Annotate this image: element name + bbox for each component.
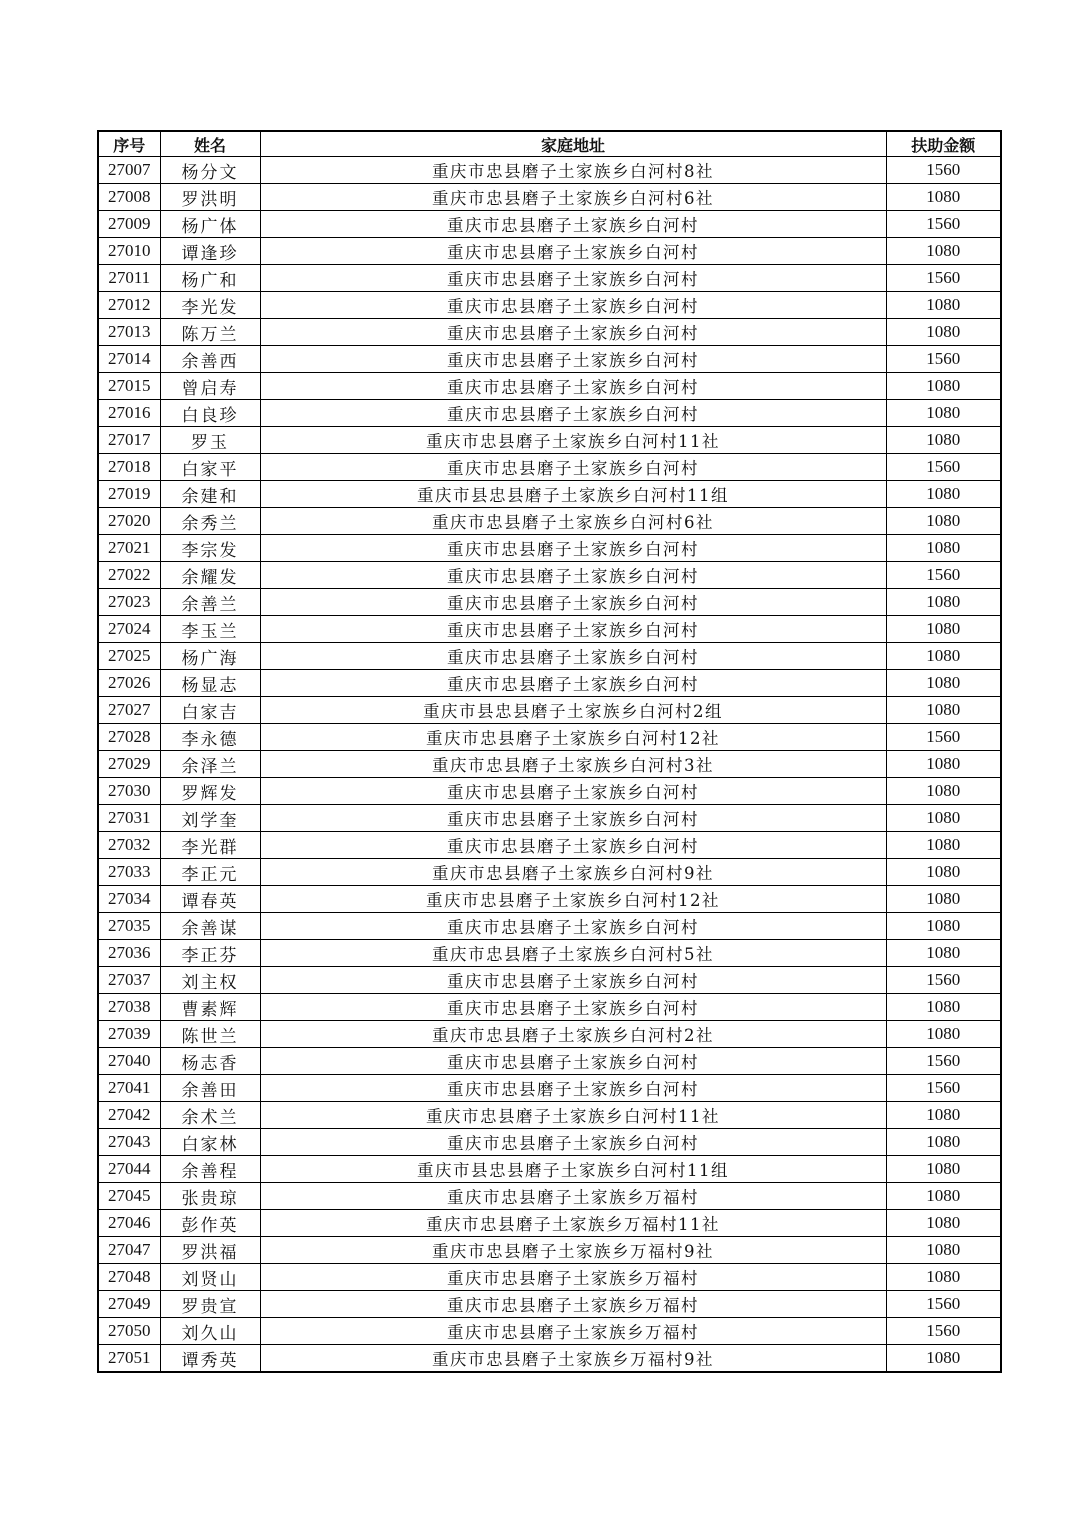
table-row [98, 805, 1001, 832]
seq-cell: 27032 [98, 832, 160, 859]
seq-cell: 27015 [98, 373, 160, 400]
header-address: 家庭地址 [260, 131, 886, 157]
seq-cell: 27025 [98, 643, 160, 670]
name-cell: 刘学奎 [160, 805, 260, 832]
address-cell: 重庆市忠县磨子土家族乡万福村9社 [260, 1345, 886, 1373]
seq-cell: 27049 [98, 1291, 160, 1318]
address-cell: 重庆市忠县磨子土家族乡白河村9社 [260, 859, 886, 886]
address-cell: 重庆市忠县磨子土家族乡白河村6社 [260, 508, 886, 535]
seq-cell: 27020 [98, 508, 160, 535]
table-row [98, 1129, 1001, 1156]
name-cell: 谭秀英 [160, 1345, 260, 1373]
name-cell: 李宗发 [160, 535, 260, 562]
seq-cell: 27010 [98, 238, 160, 265]
table-row [98, 778, 1001, 805]
seq-cell: 27024 [98, 616, 160, 643]
address-cell: 重庆市忠县磨子土家族乡白河村 [260, 670, 886, 697]
name-cell: 余善田 [160, 1075, 260, 1102]
name-cell: 余耀发 [160, 562, 260, 589]
seq-cell: 27031 [98, 805, 160, 832]
amount-cell: 1080 [886, 400, 1001, 427]
address-cell: 重庆市忠县磨子土家族乡白河村8社 [260, 157, 886, 184]
table-row [98, 157, 1001, 184]
amount-cell: 1080 [886, 616, 1001, 643]
name-cell: 白家平 [160, 454, 260, 481]
name-cell: 余善兰 [160, 589, 260, 616]
name-cell: 罗辉发 [160, 778, 260, 805]
address-cell: 重庆市忠县磨子土家族乡白河村 [260, 805, 886, 832]
address-cell: 重庆市忠县磨子土家族乡万福村 [260, 1264, 886, 1291]
seq-cell: 27014 [98, 346, 160, 373]
seq-cell: 27048 [98, 1264, 160, 1291]
name-cell: 刘主权 [160, 967, 260, 994]
address-cell: 重庆市忠县磨子土家族乡白河村 [260, 238, 886, 265]
name-cell: 杨志香 [160, 1048, 260, 1075]
table-row [98, 724, 1001, 751]
table-row [98, 481, 1001, 508]
table-row [98, 346, 1001, 373]
amount-cell: 1080 [886, 238, 1001, 265]
seq-cell: 27013 [98, 319, 160, 346]
name-cell: 余善西 [160, 346, 260, 373]
table-row [98, 400, 1001, 427]
amount-cell: 1080 [886, 1264, 1001, 1291]
name-cell: 杨分文 [160, 157, 260, 184]
name-cell: 刘贤山 [160, 1264, 260, 1291]
table-row [98, 1021, 1001, 1048]
amount-cell: 1080 [886, 1102, 1001, 1129]
address-cell: 重庆市忠县磨子土家族乡白河村 [260, 643, 886, 670]
seq-cell: 27042 [98, 1102, 160, 1129]
name-cell: 李玉兰 [160, 616, 260, 643]
amount-cell: 1560 [886, 211, 1001, 238]
address-cell: 重庆市忠县磨子土家族乡万福村11社 [260, 1210, 886, 1237]
address-cell: 重庆市忠县磨子土家族乡白河村5社 [260, 940, 886, 967]
address-cell: 重庆市忠县磨子土家族乡白河村 [260, 1129, 886, 1156]
address-cell: 重庆市忠县磨子土家族乡白河村11社 [260, 1102, 886, 1129]
seq-cell: 27029 [98, 751, 160, 778]
amount-cell: 1080 [886, 481, 1001, 508]
amount-cell: 1080 [886, 184, 1001, 211]
seq-cell: 27040 [98, 1048, 160, 1075]
amount-cell: 1560 [886, 1048, 1001, 1075]
amount-cell: 1080 [886, 670, 1001, 697]
table-row [98, 859, 1001, 886]
name-cell: 罗洪福 [160, 1237, 260, 1264]
name-cell: 杨显志 [160, 670, 260, 697]
amount-cell: 1560 [886, 967, 1001, 994]
address-cell: 重庆市忠县磨子土家族乡白河村 [260, 967, 886, 994]
table-row [98, 832, 1001, 859]
name-cell: 彭作英 [160, 1210, 260, 1237]
seq-cell: 27027 [98, 697, 160, 724]
seq-cell: 27017 [98, 427, 160, 454]
address-cell: 重庆市忠县磨子土家族乡万福村 [260, 1318, 886, 1345]
address-cell: 重庆市忠县磨子土家族乡白河村 [260, 292, 886, 319]
header-row [98, 131, 1001, 157]
header-seq: 序号 [98, 131, 160, 157]
address-cell: 重庆市忠县磨子土家族乡万福村 [260, 1183, 886, 1210]
amount-cell: 1080 [886, 589, 1001, 616]
table-row [98, 1075, 1001, 1102]
name-cell: 杨广体 [160, 211, 260, 238]
table-row [98, 1318, 1001, 1345]
table-row [98, 643, 1001, 670]
table-row [98, 1156, 1001, 1183]
amount-cell: 1080 [886, 940, 1001, 967]
name-cell: 陈世兰 [160, 1021, 260, 1048]
amount-cell: 1560 [886, 1318, 1001, 1345]
name-cell: 刘久山 [160, 1318, 260, 1345]
amount-cell: 1560 [886, 1075, 1001, 1102]
seq-cell: 27035 [98, 913, 160, 940]
address-cell: 重庆市忠县磨子土家族乡万福村9社 [260, 1237, 886, 1264]
seq-cell: 27018 [98, 454, 160, 481]
seq-cell: 27041 [98, 1075, 160, 1102]
name-cell: 余秀兰 [160, 508, 260, 535]
address-cell: 重庆市忠县磨子土家族乡白河村3社 [260, 751, 886, 778]
table-row [98, 562, 1001, 589]
seq-cell: 27046 [98, 1210, 160, 1237]
amount-cell: 1080 [886, 1210, 1001, 1237]
table-row [98, 238, 1001, 265]
table-row [98, 1345, 1001, 1373]
name-cell: 李光群 [160, 832, 260, 859]
name-cell: 余善程 [160, 1156, 260, 1183]
address-cell: 重庆市忠县磨子土家族乡白河村12社 [260, 724, 886, 751]
amount-cell: 1560 [886, 265, 1001, 292]
address-cell: 重庆市县忠县磨子土家族乡白河村11组 [260, 481, 886, 508]
address-cell: 重庆市忠县磨子土家族乡白河村 [260, 400, 886, 427]
table-row [98, 1183, 1001, 1210]
address-cell: 重庆市忠县磨子土家族乡白河村 [260, 589, 886, 616]
header-name: 姓名 [160, 131, 260, 157]
amount-cell: 1560 [886, 157, 1001, 184]
address-cell: 重庆市忠县磨子土家族乡白河村 [260, 319, 886, 346]
name-cell: 白家林 [160, 1129, 260, 1156]
name-cell: 曾启寿 [160, 373, 260, 400]
amount-cell: 1080 [886, 994, 1001, 1021]
seq-cell: 27012 [98, 292, 160, 319]
name-cell: 白良珍 [160, 400, 260, 427]
amount-cell: 1080 [886, 805, 1001, 832]
table-row [98, 535, 1001, 562]
amount-cell: 1080 [886, 292, 1001, 319]
amount-cell: 1080 [886, 1156, 1001, 1183]
table-row [98, 1237, 1001, 1264]
address-cell: 重庆市忠县磨子土家族乡白河村 [260, 373, 886, 400]
address-cell: 重庆市忠县磨子土家族乡白河村 [260, 1075, 886, 1102]
amount-cell: 1080 [886, 643, 1001, 670]
table-row [98, 886, 1001, 913]
seq-cell: 27016 [98, 400, 160, 427]
amount-cell: 1080 [886, 508, 1001, 535]
seq-cell: 27021 [98, 535, 160, 562]
table-row [98, 616, 1001, 643]
table-row [98, 1210, 1001, 1237]
name-cell: 陈万兰 [160, 319, 260, 346]
seq-cell: 27008 [98, 184, 160, 211]
table-row [98, 697, 1001, 724]
amount-cell: 1080 [886, 832, 1001, 859]
seq-cell: 27033 [98, 859, 160, 886]
amount-cell: 1080 [886, 427, 1001, 454]
amount-cell: 1080 [886, 1129, 1001, 1156]
table-row [98, 940, 1001, 967]
table-row [98, 913, 1001, 940]
address-cell: 重庆市忠县磨子土家族乡白河村 [260, 616, 886, 643]
name-cell: 杨广海 [160, 643, 260, 670]
address-cell: 重庆市忠县磨子土家族乡白河村 [260, 454, 886, 481]
table-row [98, 508, 1001, 535]
amount-cell: 1560 [886, 346, 1001, 373]
name-cell: 白家吉 [160, 697, 260, 724]
address-cell: 重庆市忠县磨子土家族乡白河村 [260, 346, 886, 373]
address-cell: 重庆市忠县磨子土家族乡万福村 [260, 1291, 886, 1318]
subsidy-table-sheet [97, 130, 1000, 1373]
address-cell: 重庆市忠县磨子土家族乡白河村 [260, 211, 886, 238]
table-row [98, 751, 1001, 778]
address-cell: 重庆市县忠县磨子土家族乡白河村11组 [260, 1156, 886, 1183]
name-cell: 张贵琼 [160, 1183, 260, 1210]
seq-cell: 27050 [98, 1318, 160, 1345]
name-cell: 余善谋 [160, 913, 260, 940]
seq-cell: 27028 [98, 724, 160, 751]
table-row [98, 319, 1001, 346]
amount-cell: 1560 [886, 1291, 1001, 1318]
amount-cell: 1080 [886, 697, 1001, 724]
table-body [98, 157, 1001, 1373]
name-cell: 余泽兰 [160, 751, 260, 778]
header-amount: 扶助金额 [886, 131, 1001, 157]
address-cell: 重庆市忠县磨子土家族乡白河村 [260, 265, 886, 292]
table-row [98, 1048, 1001, 1075]
address-cell: 重庆市忠县磨子土家族乡白河村 [260, 832, 886, 859]
address-cell: 重庆市忠县磨子土家族乡白河村 [260, 778, 886, 805]
table-row [98, 994, 1001, 1021]
amount-cell: 1560 [886, 724, 1001, 751]
seq-cell: 27023 [98, 589, 160, 616]
address-cell: 重庆市忠县磨子土家族乡白河村 [260, 913, 886, 940]
table-row [98, 589, 1001, 616]
amount-cell: 1080 [886, 1345, 1001, 1373]
table-row [98, 967, 1001, 994]
table-row [98, 184, 1001, 211]
subsidy-table [97, 130, 1002, 1373]
address-cell: 重庆市忠县磨子土家族乡白河村 [260, 1048, 886, 1075]
seq-cell: 27044 [98, 1156, 160, 1183]
seq-cell: 27007 [98, 157, 160, 184]
amount-cell: 1080 [886, 886, 1001, 913]
name-cell: 李正芬 [160, 940, 260, 967]
address-cell: 重庆市忠县磨子土家族乡白河村 [260, 994, 886, 1021]
seq-cell: 27039 [98, 1021, 160, 1048]
address-cell: 重庆市忠县磨子土家族乡白河村6社 [260, 184, 886, 211]
name-cell: 杨广和 [160, 265, 260, 292]
seq-cell: 27045 [98, 1183, 160, 1210]
seq-cell: 27036 [98, 940, 160, 967]
seq-cell: 27051 [98, 1345, 160, 1373]
amount-cell: 1080 [886, 913, 1001, 940]
address-cell: 重庆市忠县磨子土家族乡白河村11社 [260, 427, 886, 454]
seq-cell: 27030 [98, 778, 160, 805]
name-cell: 谭春英 [160, 886, 260, 913]
seq-cell: 27037 [98, 967, 160, 994]
seq-cell: 27011 [98, 265, 160, 292]
table-row [98, 1264, 1001, 1291]
name-cell: 罗贵宣 [160, 1291, 260, 1318]
table-row [98, 670, 1001, 697]
address-cell: 重庆市忠县磨子土家族乡白河村 [260, 535, 886, 562]
name-cell: 罗洪明 [160, 184, 260, 211]
name-cell: 李光发 [160, 292, 260, 319]
name-cell: 李永德 [160, 724, 260, 751]
table-row [98, 373, 1001, 400]
address-cell: 重庆市忠县磨子土家族乡白河村12社 [260, 886, 886, 913]
address-cell: 重庆市县忠县磨子土家族乡白河村2组 [260, 697, 886, 724]
amount-cell: 1080 [886, 1183, 1001, 1210]
seq-cell: 27038 [98, 994, 160, 1021]
name-cell: 谭逢珍 [160, 238, 260, 265]
amount-cell: 1080 [886, 319, 1001, 346]
table-row [98, 454, 1001, 481]
seq-cell: 27009 [98, 211, 160, 238]
address-cell: 重庆市忠县磨子土家族乡白河村 [260, 562, 886, 589]
name-cell: 余术兰 [160, 1102, 260, 1129]
seq-cell: 27047 [98, 1237, 160, 1264]
amount-cell: 1080 [886, 535, 1001, 562]
name-cell: 李正元 [160, 859, 260, 886]
amount-cell: 1080 [886, 1237, 1001, 1264]
amount-cell: 1080 [886, 778, 1001, 805]
name-cell: 曹素辉 [160, 994, 260, 1021]
seq-cell: 27043 [98, 1129, 160, 1156]
amount-cell: 1560 [886, 562, 1001, 589]
amount-cell: 1080 [886, 373, 1001, 400]
seq-cell: 27034 [98, 886, 160, 913]
amount-cell: 1080 [886, 1021, 1001, 1048]
table-row [98, 211, 1001, 238]
table-row [98, 1102, 1001, 1129]
table-header [98, 131, 1001, 157]
table-row [98, 265, 1001, 292]
amount-cell: 1080 [886, 751, 1001, 778]
table-row [98, 427, 1001, 454]
name-cell: 罗玉 [160, 427, 260, 454]
table-row [98, 292, 1001, 319]
table-row [98, 1291, 1001, 1318]
seq-cell: 27026 [98, 670, 160, 697]
address-cell: 重庆市忠县磨子土家族乡白河村2社 [260, 1021, 886, 1048]
seq-cell: 27019 [98, 481, 160, 508]
seq-cell: 27022 [98, 562, 160, 589]
name-cell: 余建和 [160, 481, 260, 508]
amount-cell: 1080 [886, 859, 1001, 886]
amount-cell: 1560 [886, 454, 1001, 481]
